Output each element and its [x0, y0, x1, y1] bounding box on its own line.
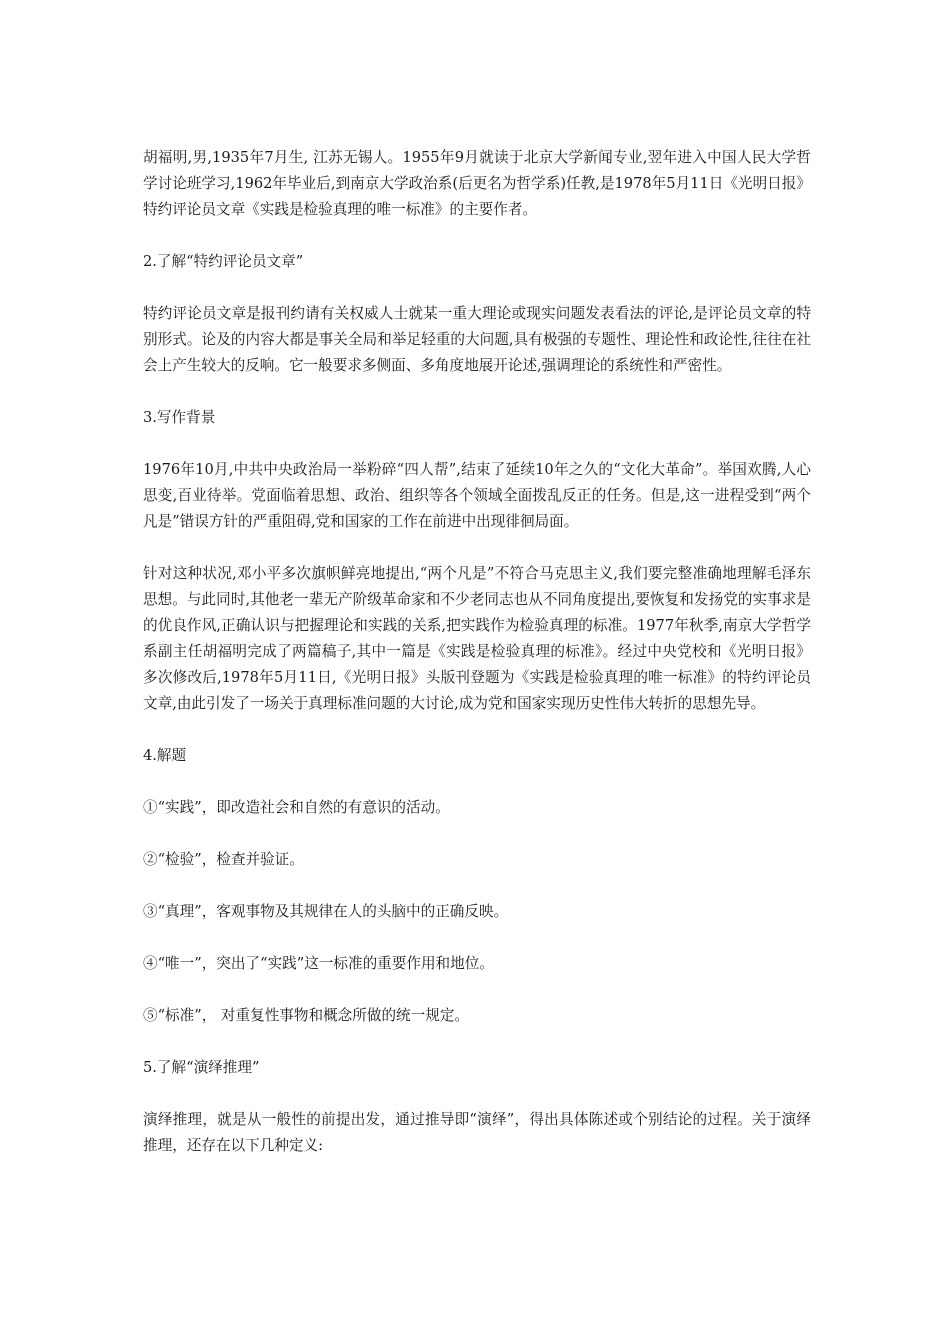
term-only: ④“唯一”，突出了“实践”这一标准的重要作用和地位。: [143, 955, 494, 972]
background-paragraph-2: 针对这种状况,邓小平多次旗帜鲜亮地提出,“两个凡是”不符合马克思主义,我们要完整准确地理解毛泽东思想。与此同时,其他老一辈无产阶级革命家和不少老同志也从不同角度提出,要恢复和发扬党的实事求是的优良作风,正确认识与把握理论和实践的关系,把实践作为检验真理的标准。1977年秋季,南京大学哲学系副主任胡福明完成了两篇稿子,其中一篇是《实践是检验真理的标准》。经过中央党校和《光明日报》多次修改后,1978年5月11日,《光明日报》头版刊登题为《实践是检验真理的唯一标准》的特约评论员文章,由此引发了一场关于真理标准问题的大讨论,成为党和国家实现历史性伟大转折的思想先导。: [143, 565, 811, 712]
term-test: ②“检验”，检查并验证。: [143, 851, 304, 868]
document-page: [143, 145, 811, 1185]
section-heading-4: 4.解题: [143, 747, 187, 764]
section-heading-5: 5.了解“演绎推理”: [143, 1059, 260, 1076]
term-standard: ⑤“标准”， 对重复性事物和概念所做的统一规定。: [143, 1007, 470, 1024]
commentary-definition-paragraph: 特约评论员文章是报刊约请有关权威人士就某一重大理论或现实问题发表看法的评论,是评论员文章的特别形式。论及的内容大都是事关全局和举足轻重的大问题,具有极强的专题性、理论性和政论性,往往在社会上产生较大的反响。它一般要求多侧面、多角度地展开论述,强调理论的系统性和严密性。: [143, 305, 811, 374]
term-practice: ①“实践”，即改造社会和自然的有意识的活动。: [143, 799, 450, 816]
deduction-paragraph: 演绎推理，就是从一般性的前提出发，通过推导即“演绎”，得出具体陈述或个别结论的过程。关于演绎推理，还存在以下几种定义:: [143, 1111, 811, 1154]
bio-paragraph: 胡福明,男,1935年7月生, 江苏无锡人。1955年9月就读于北京大学新闻专业,翌年进入中国人民大学哲学讨论班学习,1962年毕业后,到南京大学政治系(后更名为哲学系)任教,是1978年5月11日《光明日报》特约评论员文章《实践是检验真理的唯一标准》的主要作者。: [143, 149, 811, 218]
section-heading-2: 2.了解“特约评论员文章”: [143, 253, 304, 270]
section-heading-3: 3.写作背景: [143, 409, 216, 426]
term-truth: ③“真理”，客观事物及其规律在人的头脑中的正确反映。: [143, 903, 509, 920]
background-paragraph-1: 1976年10月,中共中央政治局一举粉碎“四人帮”,结束了延续10年之久的“文化大革命”。举国欢腾,人心思变,百业待举。党面临着思想、政治、组织等各个领域全面拨乱反正的任务。但是,这一进程受到“两个凡是”错误方针的严重阻碍,党和国家的工作在前进中出现徘徊局面。: [143, 461, 811, 530]
